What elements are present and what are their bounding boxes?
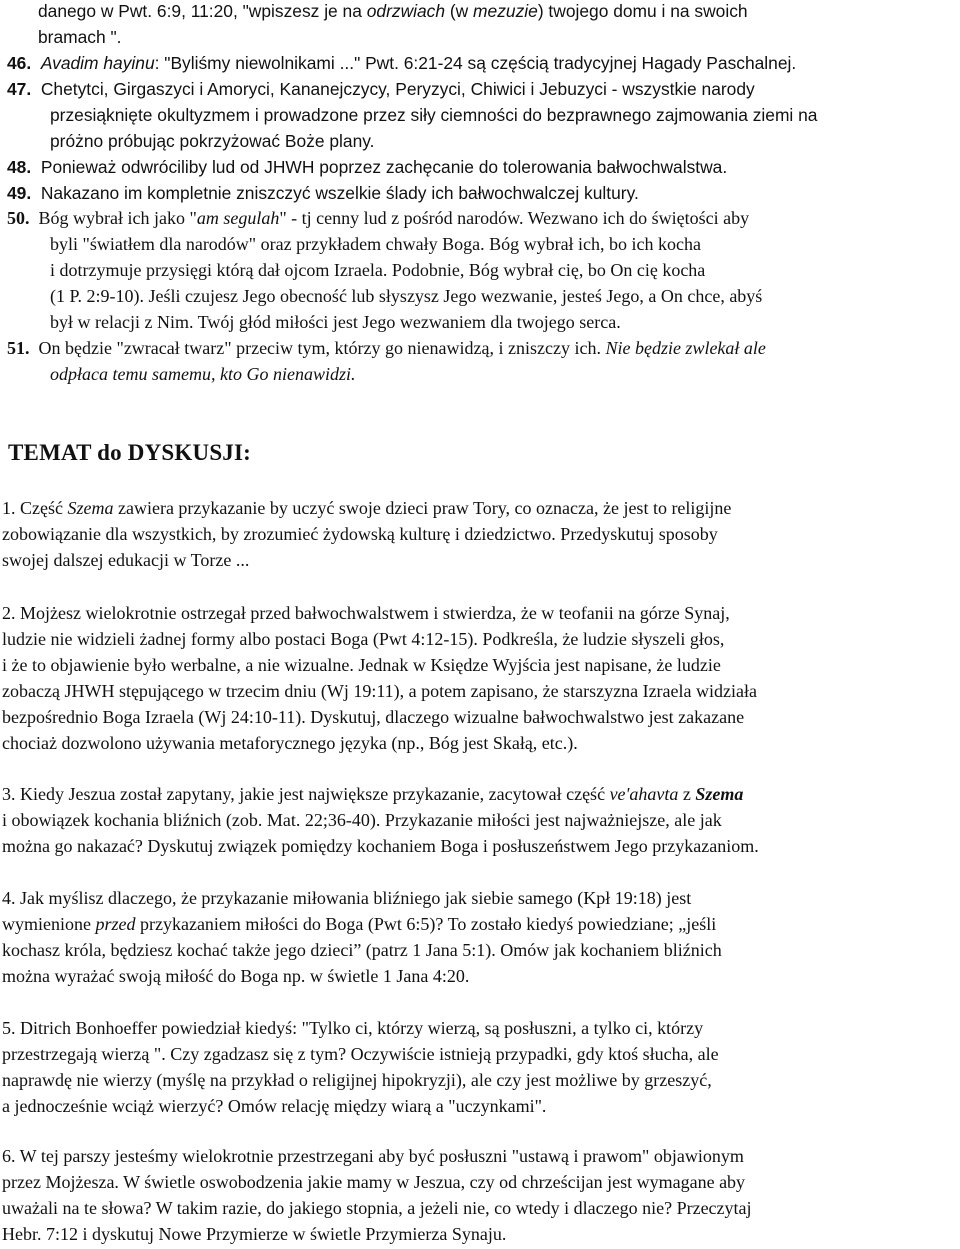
note-46 [7, 52, 796, 74]
note-51-italic: Nie będzie zwlekał ale [605, 338, 766, 358]
q3-text: 3. Kiedy Jeszua został zapytany, jakie jest największe przykazanie, zacytował część [2, 784, 610, 804]
question-4-line-2 [2, 913, 716, 935]
note-50-text: " - tj cenny lud z pośród narodów. Wezwano ich do świętości aby [279, 208, 750, 228]
note-50-line-4: (1 P. 2:9-10). Jeśli czujesz Jego obecność lub słyszysz Jego wezwanie, jesteś Jego, a On chce, abyś [50, 286, 763, 306]
question-1-line-2: zobowiązanie dla wszystkich, by zrozumieć żydowską kulturę i dziedzictwo. Przedyskutuj sposoby [2, 524, 718, 544]
note-50-line-2: byli "światłem dla narodów" oraz przykładem chwały Boga. Bóg wybrał ich, bo ich kocha [50, 234, 702, 254]
intro-text: danego w Pwt. 6:9, 11:20, "wpiszesz je na [38, 1, 367, 21]
q3-szema: Szema [695, 784, 744, 804]
question-4-line-1: 4. Jak myślisz dlaczego, że przykazanie miłowania bliźniego jak siebie samego (Kpł 19:18) jest [2, 888, 692, 908]
q3-text: z [678, 784, 696, 804]
note-50-line-1 [7, 207, 749, 229]
note-number: 50. [7, 208, 30, 228]
question-5-line-4: a jednocześnie wciąż wierzyć? Omów relację między wiarą a "uczynkami". [2, 1096, 547, 1116]
note-number: 46. [7, 53, 32, 73]
question-2-line-6: chociaż dozwolono używania metaforycznego języka (np., Bóg jest Skałą, etc.). [2, 733, 578, 753]
note-47-line-3: próżno próbując pokrzyżować Boże plany. [50, 131, 375, 151]
note-47-line-2: przesiąknięte okultyzmem i prowadzone przez siły ciemności do bezprawnego zajmowania ziemi na [50, 105, 818, 125]
question-6-line-4: Hebr. 7:12 i dyskutuj Nowe Przymierze w świetle Przymierza Synaju. [2, 1224, 507, 1244]
note-47-text: Chetytci, Girgaszyci i Amoryci, Kananejczycy, Peryzyci, Chiwici i Jebuzyci - wszystkie narody [40, 79, 755, 99]
question-3-line-3: można go nakazać? Dyskutuj związek pomiędzy kochaniem Boga i posłuszeństwem Jego przykazaniom. [2, 836, 759, 856]
q3-veahavta: ve'ahavta [609, 784, 679, 804]
question-4-line-3: kochasz króla, będziesz kochać także jego dzieci” (patrz 1 Jana 5:1). Omów jak kochaniem bliźnich [2, 940, 722, 960]
question-5-line-3: naprawdę nie wierzy (myślę na przykład o religijnej hipokryzji), ale czy jest możliwe by grzeszyć, [2, 1070, 712, 1090]
q4-text: przykazaniem miłości do Boga (Pwt 6:5)? To zostało kiedyś powiedziane; „jeśli [135, 914, 717, 934]
note-50-line-3: i dotrzymuje przysięgi którą dał ojcom Izraela. Podobnie, Bóg wybrał cię, bo On cię kocha [50, 260, 706, 280]
note-48 [7, 156, 727, 178]
question-2-line-1: 2. Mojżesz wielokrotnie ostrzegał przed bałwochwalstwem i stwierdza, że w teofanii na górze Synaj, [2, 603, 730, 623]
question-6-line-1: 6. W tej parszy jesteśmy wielokrotnie przestrzegani aby być posłuszni "ustawą i prawom" objawionym [2, 1146, 744, 1166]
note-48-text: Ponieważ odwróciliby lud od JHWH poprzez zachęcanie do tolerowania bałwochwalstwa. [40, 157, 728, 177]
q1-text: 1. Część [2, 498, 68, 518]
q4-text: wymienione [2, 914, 96, 934]
note-51-text: On będzie "zwracał twarz" przeciw tym, którzy go nienawidzą, i zniszczy ich. [38, 338, 606, 358]
question-5-line-1: 5. Ditrich Bonhoeffer powiedział kiedyś: "Tylko ci, którzy wierzą, są posłuszni, a tylko ci, którzy [2, 1018, 704, 1038]
question-6-line-2: przez Mojżesza. W świetle oswobodzenia jakie mamy w Jeszua, czy od chrześcijan jest wymagane aby [2, 1172, 746, 1192]
note-50-text: Bóg wybrał ich jako " [38, 208, 197, 228]
question-6-line-3: uważali na te słowa? W takim razie, do jakiego stopnia, a jeżeli nie, co wtedy i dlaczego nie? Przeczytaj [2, 1198, 752, 1218]
question-2-line-5: bezpośrednio Boga Izraela (Wj 24:10-11). Dyskutuj, dlaczego wizualne bałwochwalstwo jest zakazane [2, 707, 745, 727]
intro-text: (w [445, 1, 474, 21]
note-number: 48. [7, 157, 32, 177]
q4-przed: przed [95, 914, 136, 934]
note-number: 49. [7, 183, 32, 203]
question-2-line-4: zobaczą JHWH stępującego w trzecim dniu (Wj 19:11), a potem zapisano, że starszyzna Izraela widziała [2, 681, 757, 701]
question-3-line-1 [2, 783, 743, 805]
note-46-italic: Avadim hayinu [40, 53, 155, 73]
intro-text: ) twojego domu i na swoich [537, 1, 748, 21]
question-1-line-3: swojej dalszej edukacji w Torze ... [2, 550, 250, 570]
question-3-line-2: i obowiązek kochania bliźnich (zob. Mat. 22;36-40). Przykazanie miłości jest najważniejsze, ale jak [2, 810, 722, 830]
note-51-line-2: odpłaca temu samemu, kto Go nienawidzi. [50, 364, 356, 384]
intro-mezuzie: mezuzie [473, 1, 538, 21]
intro-odrzwiach: odrzwiach [366, 1, 446, 21]
question-2-line-3: i że to objawienie było werbalne, a nie wizualne. Jednak w Księdze Wyjścia jest napisane, że ludzie [2, 655, 721, 675]
note-46-text: : "Byliśmy niewolnikami ..." Pwt. 6:21-24 są częścią tradycyjnej Hagady Paschalnej. [154, 53, 797, 73]
note-number: 47. [7, 79, 32, 99]
q1-text: zawiera przykazanie by uczyć swoje dzieci praw Tory, co oznacza, że jest to religijne [113, 498, 732, 518]
note-49 [7, 182, 639, 204]
intro-line-1 [38, 0, 748, 22]
note-49-text: Nakazano im kompletnie zniszczyć wszelkie ślady ich bałwochwalczej kultury. [40, 183, 639, 203]
question-1-line-1 [2, 497, 731, 519]
note-51-line-1 [7, 337, 766, 359]
q1-szema: Szema [67, 498, 114, 518]
question-4-line-4: można wyrażać swoją miłość do Boga np. w świetle 1 Jana 4:20. [2, 966, 470, 986]
note-47-line-1 [7, 78, 755, 100]
note-number: 51. [7, 338, 30, 358]
discussion-heading: TEMAT do DYSKUSJI: [8, 440, 252, 465]
intro-line-2: bramach ". [38, 27, 122, 47]
note-50-line-5: był w relacji z Nim. Twój głód miłości jest Jego wezwaniem dla twojego serca. [50, 312, 621, 332]
question-5-line-2: przestrzegają wierzą ". Czy zgadzasz się z tym? Oczywiście istnieją przypadki, gdy ktoś słucha, ale [2, 1044, 719, 1064]
question-2-line-2: ludzie nie widzieli żadnej formy albo postaci Boga (Pwt 4:12-15). Podkreśla, że ludzie słyszeli głos, [2, 629, 725, 649]
note-50-am-segulah: am segulah [196, 208, 280, 228]
